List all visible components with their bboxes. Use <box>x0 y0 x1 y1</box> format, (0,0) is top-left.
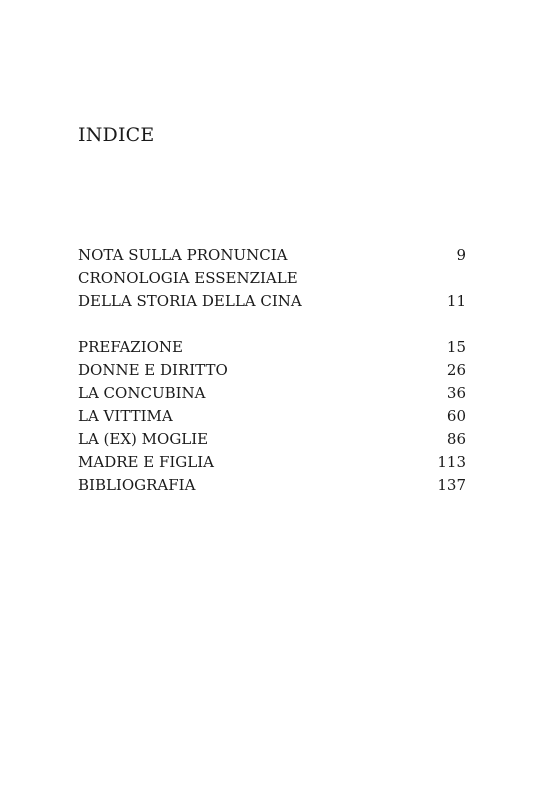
toc-entry <box>78 405 466 428</box>
toc-entry-page: 26 <box>446 361 466 379</box>
toc-entry-page: 36 <box>446 384 466 402</box>
toc-group-front-matter <box>78 244 466 313</box>
toc-entry <box>78 428 466 451</box>
toc-entry-page: 15 <box>446 338 466 356</box>
toc-entry-label: LA (EX) MOGLIE <box>78 430 209 448</box>
toc-entry-page: 11 <box>446 292 466 310</box>
toc-entry-label: NOTA SULLA PRONUNCIA <box>78 246 288 264</box>
toc-entry-page: 137 <box>437 476 466 494</box>
toc-entry <box>78 290 466 313</box>
toc-group-chapters <box>78 336 466 497</box>
toc-entry-label: LA CONCUBINA <box>78 384 206 402</box>
toc-entry-label: DONNE E DIRITTO <box>78 361 228 379</box>
toc-entry-label: CRONOLOGIA ESSENZIALE <box>78 269 298 287</box>
toc-entry <box>78 336 466 359</box>
toc-entry-label: MADRE E FIGLIA <box>78 453 214 471</box>
toc-entry-page: 9 <box>456 246 466 264</box>
toc-entry-page: 60 <box>446 407 466 425</box>
toc-entry <box>78 359 466 382</box>
toc-entry-page: 86 <box>446 430 466 448</box>
toc-entry-label: DELLA STORIA DELLA CINA <box>78 292 302 310</box>
toc-entry <box>78 474 466 497</box>
toc-entry-label: LA VITTIMA <box>78 407 173 425</box>
toc-entry <box>78 244 466 267</box>
toc-entry-label: PREFAZIONE <box>78 338 183 356</box>
toc-entry-label: BIBLIOGRAFIA <box>78 476 196 494</box>
toc-entry-page: 113 <box>437 453 466 471</box>
toc-entry <box>78 267 466 290</box>
toc-entry <box>78 382 466 405</box>
toc-entry <box>78 451 466 474</box>
page-title: INDICE <box>78 124 155 146</box>
